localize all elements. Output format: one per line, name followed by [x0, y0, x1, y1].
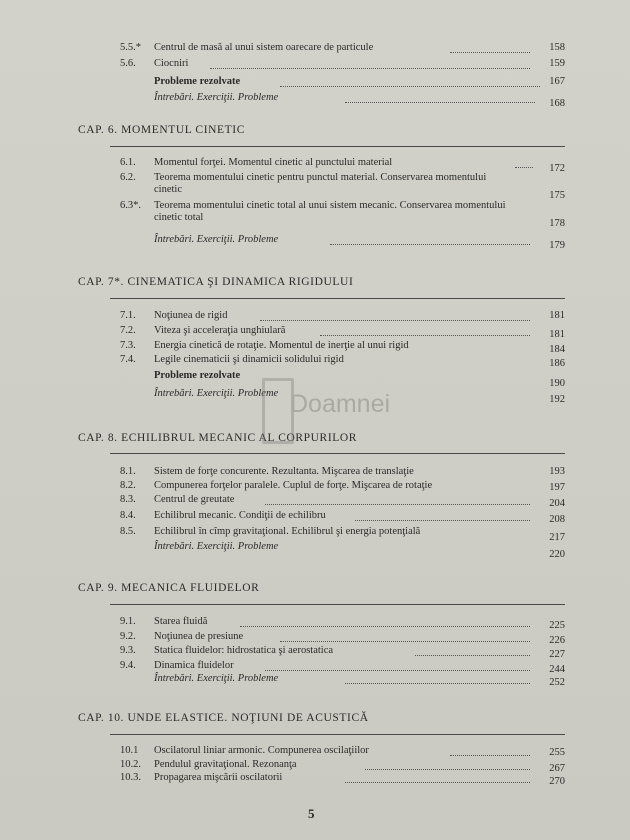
watermark-logo: [262, 378, 391, 448]
entry-title: Întrebări. Exerciţii. Probleme: [154, 541, 279, 552]
entry-page: 204: [549, 498, 565, 509]
toc-entry: 6.1. Momentul forţei. Momentul cinetic al punctului material 172: [120, 157, 565, 174]
entry-title: Teorema momentului cinetic total al unui sistem mecanic. Conservarea momentului cinetic total: [154, 200, 506, 223]
watermark-text: Doamnei: [290, 390, 391, 418]
entry-page: 226: [549, 635, 565, 646]
chapter-title: CAP. 9. MECANICA FLUIDELOR: [78, 582, 260, 594]
entry-title: Noţiunea de rigid: [154, 310, 228, 321]
leader-dots: [240, 626, 530, 627]
entry-page: 178: [549, 218, 565, 229]
entry-page: 220: [549, 549, 565, 560]
toc-entry: [120, 58, 565, 70]
entry-title: Momentul forţei. Momentul cinetic al punctului material: [154, 157, 393, 168]
entry-title: Starea fluidă: [154, 616, 208, 627]
toc-entry: 9.4. Dinamica fluidelor 244: [120, 660, 565, 675]
leader-dots: [260, 320, 530, 321]
leader-dots: [355, 520, 530, 521]
entry-number: 5.5.*: [120, 42, 141, 53]
entry-page: 270: [549, 776, 565, 787]
entry-page: 167: [549, 76, 565, 87]
leader-dots: [330, 244, 530, 245]
leader-dots: [280, 641, 530, 642]
entry-title: Propagarea mişcării oscilatorii: [154, 772, 283, 783]
entry-title: Centrul de greutate: [154, 494, 235, 505]
toc-entry: 8.1. Sistem de forţe concurente. Rezultanta. Mişcarea de translaţie 193: [120, 466, 565, 477]
entry-title: Noţiunea de presiune: [154, 631, 244, 642]
chapter-title: CAP. 7*. CINEMATICA ŞI DINAMICA RIGIDULUI: [78, 276, 354, 288]
toc-entry: 10.2. Pendulul gravitaţional. Rezonanţa 267: [120, 759, 565, 774]
entry-page: 168: [549, 98, 565, 109]
toc-entry: 9.2. Noţiunea de presiune 226: [120, 631, 565, 646]
entry-page: 244: [549, 664, 565, 675]
chapter-title: CAP. 8. ECHILIBRUL MECANIC AL CORPURILOR: [78, 432, 358, 444]
entry-page: 255: [549, 747, 565, 758]
toc-entry: 6.3*. Teorema momentului cinetic total al unui sistem mecanic. Conservarea momentului cinetic total 178: [120, 200, 565, 229]
toc-entry: 8.5. Echilibrul în cîmp gravitaţional. Echilibrul şi energia potenţială 217: [120, 526, 565, 543]
toc-entry: 8.3. Centrul de greutate 204: [120, 494, 565, 509]
section-rule: [110, 734, 565, 735]
toc-entry: 6.2. Teorema momentului cinetic pentru punctul material. Conservarea momentului cinetic 175: [120, 172, 565, 201]
entry-title: Legile cinematicii şi dinamicii solidului rigid: [154, 354, 344, 365]
leader-dots: [515, 167, 533, 168]
section-rule: [110, 146, 565, 147]
chapter-title: CAP. 6. MOMENTUL CINETIC: [78, 124, 245, 136]
entry-page: 208: [549, 514, 565, 525]
toc-entry: 7.1. Noţiunea de rigid 181: [120, 310, 565, 321]
leader-dots: [345, 782, 530, 783]
entry-title: Întrebări. Exerciţii. Probleme: [154, 234, 279, 245]
toc-entry: [120, 42, 565, 54]
entry-page: 192: [549, 394, 565, 405]
entry-title: Pendulul gravitaţional. Rezonanţa: [154, 759, 297, 770]
entry-page: 175: [549, 190, 565, 201]
page-number: 5: [308, 806, 315, 821]
leader-dots: [365, 769, 530, 770]
entry-page: 172: [549, 163, 565, 174]
entry-title: Energia cinetică de rotaţie. Momentul de inerţie al unui rigid: [154, 340, 409, 351]
entry-title: Teorema momentului cinetic pentru punctul material. Conservarea momentului cinetic: [154, 172, 487, 195]
entry-title: Centrul de masă al unui sistem oarecare de particule: [154, 42, 374, 53]
leader-dots: [345, 683, 530, 684]
entry-title: Întrebări. Exerciţii. Probleme: [154, 673, 279, 684]
entry-page: 186: [549, 358, 565, 369]
leader-dots: [450, 52, 530, 53]
entry-title: Echilibrul mecanic. Condiţii de echilibru: [154, 510, 326, 521]
toc-entry: 8.2. Compunerea forţelor paralele. Cuplul de forţe. Mişcarea de rotaţie 197: [120, 480, 565, 493]
toc-entry: [120, 76, 565, 88]
entry-title: Oscilatorul liniar armonic. Compunerea oscilaţiilor: [154, 745, 369, 756]
entry-number: 5.6.: [120, 58, 136, 69]
entry-page: 159: [549, 58, 565, 69]
toc-entry: 9.3. Statica fluidelor: hidrostatica şi aerostatica 227: [120, 645, 565, 660]
toc-entry: [120, 92, 565, 109]
section-rule: [110, 298, 565, 299]
entry-page: 184: [549, 344, 565, 355]
toc-entry: 7.3. Energia cinetică de rotaţie. Momentul de inerţie al unui rigid 184: [120, 340, 565, 355]
entry-page: 181: [549, 310, 565, 321]
entry-title: Întrebări. Exerciţii. Probleme: [154, 92, 279, 103]
entry-page: 179: [549, 240, 565, 251]
entry-page: 267: [549, 763, 565, 774]
entry-title: Dinamica fluidelor: [154, 660, 234, 671]
entry-page: 197: [549, 482, 565, 493]
entry-page: 225: [549, 620, 565, 631]
entry-page: 217: [549, 532, 565, 543]
entry-title: Statica fluidelor: hidrostatica şi aerostatica: [154, 645, 334, 656]
entry-page: 252: [549, 677, 565, 688]
entry-title: Compunerea forţelor paralele. Cuplul de forţe. Mişcarea de rotaţie: [154, 480, 433, 491]
section-rule: [110, 604, 565, 605]
leader-dots: [265, 670, 530, 671]
leader-dots: [320, 335, 530, 336]
entry-page: 158: [549, 42, 565, 53]
toc-entry: [120, 541, 565, 560]
entry-title: Echilibrul în cîmp gravitaţional. Echilibrul şi energia potenţială: [154, 526, 421, 537]
toc-entry: 10.3. Propagarea mişcării oscilatorii 270: [120, 772, 565, 787]
leader-dots: [265, 504, 530, 505]
toc-entry: 9.1. Starea fluidă 225: [120, 616, 565, 631]
chapter-title: CAP. 10. UNDE ELASTICE. NOŢIUNI DE ACUSTICĂ: [78, 712, 369, 724]
toc-entry: 7.4. Legile cinematicii şi dinamicii solidului rigid 186: [120, 354, 565, 369]
toc-entry: 7.2. Viteza şi acceleraţia unghiulară 181: [120, 325, 565, 340]
entry-page: 227: [549, 649, 565, 660]
leader-dots: [280, 86, 540, 87]
leader-dots: [415, 655, 530, 656]
toc-entry: 10.1 Oscilatorul liniar armonic. Compunerea oscilaţiilor 255: [120, 745, 565, 758]
toc-entry: 8.4. Echilibrul mecanic. Condiţii de echilibru 208: [120, 510, 565, 525]
entry-page: 193: [549, 466, 565, 477]
entry-title: Viteza şi acceleraţia unghiulară: [154, 325, 286, 336]
section-rule: [110, 453, 565, 454]
toc-entry: [120, 673, 565, 688]
entry-page: 190: [549, 378, 565, 389]
entry-page: 181: [549, 329, 565, 340]
entry-title: Ciocniri: [154, 58, 189, 69]
leader-dots: [345, 102, 535, 103]
entry-title: Întrebări. Exerciţii. Probleme: [154, 388, 279, 399]
entry-title: Probleme rezolvate: [154, 76, 241, 87]
entry-title: Probleme rezolvate: [154, 370, 241, 381]
entry-title: Sistem de forţe concurente. Rezultanta. Mişcarea de translaţie: [154, 466, 414, 477]
toc-entry: [120, 234, 565, 251]
leader-dots: [450, 755, 530, 756]
leader-dots: [210, 68, 530, 69]
